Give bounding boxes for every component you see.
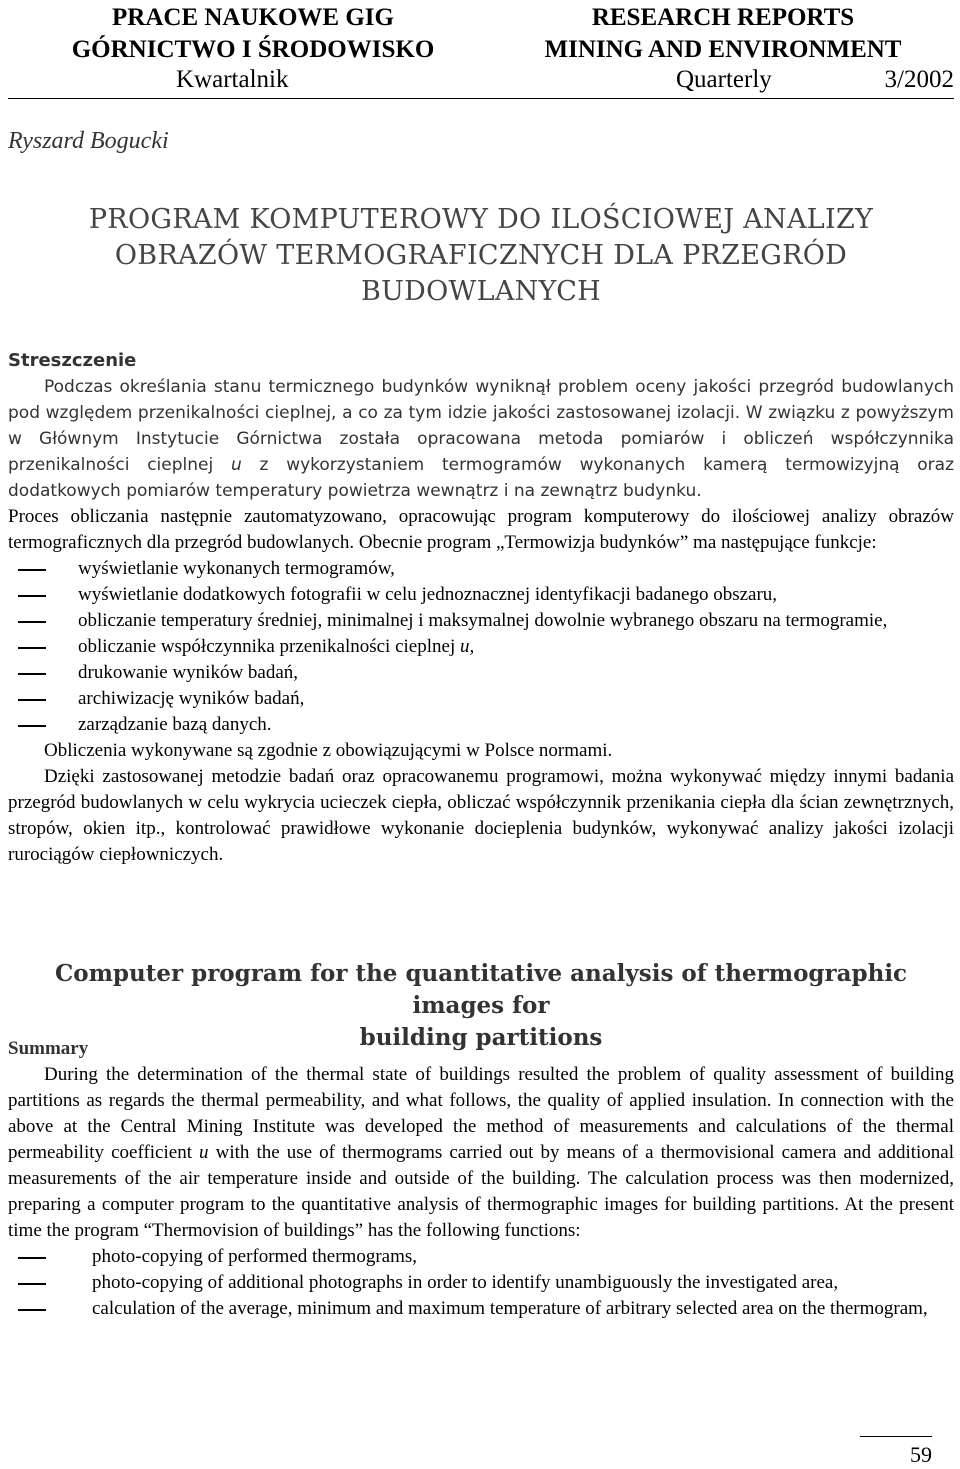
journal-title-en: RESEARCH REPORTS MINING AND ENVIRONMENT — [544, 4, 902, 63]
footer-divider — [860, 1436, 932, 1437]
list-item: calculation of the average, minimum and maximum temperature of arbitrary selected area on the thermogram, — [8, 1296, 954, 1322]
journal-header — [8, 2, 954, 98]
abstract-en-list — [8, 1244, 954, 1322]
list-item: wyświetlanie dodatkowych fotografii w celu jednoznacznej identyfikacji badanego obszaru, — [8, 582, 954, 608]
list-item: photo-copying of additional photographs in order to identify unambiguously the investigated area, — [8, 1270, 954, 1296]
journal-title-pl: PRACE NAUKOWE GIG GÓRNICTWO I ŚRODOWISKO — [71, 4, 435, 63]
abstract-en-heading: Summary — [8, 1038, 89, 1059]
list-item: photo-copying of performed thermograms, — [8, 1244, 954, 1270]
abstract-pl-para1: Podczas określania stanu termicznego budynków wyniknął problem oceny jakości przegród budowlanych pod względem przenikalności cieplnej, a co za tym idzie jakości zastosowanej izolacji. W związku z powyższym w Głównym Instytucie Górnictwa została opracowana metoda pomiarów i obliczeń współczynnika przenikalności cieplnej u z wykorzystaniem termogramów wykonanych kamerą termowizyjną oraz dodatkowych pomiarów temperatury powietrza wewnątrz i na zewnątrz budynku. — [8, 377, 955, 501]
list-item: archiwizację wyników badań, — [8, 686, 954, 712]
article-title-pl: PROGRAM KOMPUTEROWY DO ILOŚCIOWEJ ANALIZY OBRAZÓW TERMOGRAFICZNYCH DLA PRZEGRÓD BUDOWLANYCH — [88, 204, 874, 307]
page-number: 59 — [910, 1442, 932, 1467]
header-divider — [8, 98, 954, 99]
article-title-en: Computer program for the quantitative analysis of thermographic images for building partitions — [54, 960, 908, 1051]
list-item: obliczanie temperatury średniej, minimalnej i maksymalnej dowolnie wybranego obszaru na termogramie, — [8, 608, 954, 634]
issue-number: 3/2002 — [884, 66, 954, 93]
list-item: obliczanie współczynnika przenikalności cieplnej u, — [8, 634, 954, 660]
abstract-pl-para4: Dzięki zastosowanej metodzie badań oraz opracowanemu programowi, można wykonywać między innymi badania przegród budowlanych w celu wykrycia ucieczek ciepła, obliczać współczynnik przenikania ciepła dla ścian zewnętrznych, stropów, okien itp., kontrolować prawidłowe wykonanie docieplenia budynków, wykonywać analizy jakości izolacji rurociągów ciepłowniczych. — [8, 766, 954, 865]
abstract-en-para1: During the determination of the thermal state of buildings resulted the problem of quality assessment of building partitions as regards the thermal permeability, and what follows, the quality of applied insulation. In connection with the above at the Central Mining Institute was developed the method of measurements and calculations of the thermal permeability coefficient u with the use of thermograms carried out by means of a thermovisional camera and additional measurements of the air temperature inside and outside of the building. The calculation process was then modernized, preparing a computer program to the quantitative analysis of thermographic images for building partitions. At the present time the program “Thermovision of buildings” has the following functions: — [8, 1064, 955, 1241]
list-item: drukowanie wyników badań, — [8, 660, 954, 686]
author: Ryszard Bogucki — [8, 128, 169, 154]
abstract-pl-list — [8, 556, 954, 738]
list-item: wyświetlanie wykonanych termogramów, — [8, 556, 954, 582]
abstract-pl — [8, 348, 954, 868]
abstract-en — [8, 1036, 954, 1322]
abstract-pl-heading: Streszczenie — [8, 350, 137, 371]
abstract-pl-para2: Proces obliczania następnie zautomatyzowano, opracowując program komputerowy do ilościowej analizy obrazów termograficznych dla przegród budowlanych. Obecnie program „Termowizja budynków” ma następujące funkcje: — [8, 506, 954, 553]
frequency-pl: Kwartalnik — [176, 66, 289, 93]
frequency-en: Quarterly — [676, 66, 772, 93]
abstract-pl-para3: Obliczenia wykonywane są zgodnie z obowiązującymi w Polsce normami. — [44, 740, 613, 761]
list-item: zarządzanie bazą danych. — [8, 712, 954, 738]
